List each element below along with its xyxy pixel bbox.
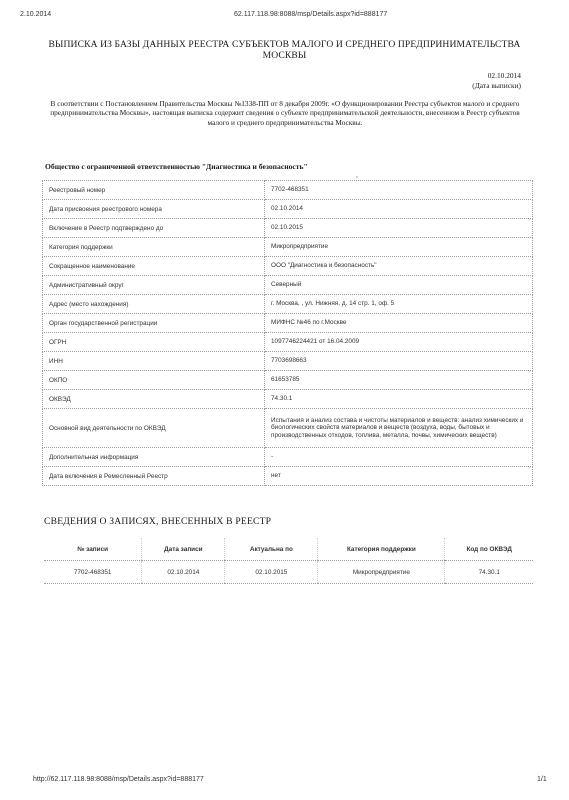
detail-value: 02.10.2014 (265, 200, 533, 219)
column-header: Дата записи (142, 538, 225, 561)
details-row (43, 257, 533, 276)
detail-label: Включение в Реестр подтверждено до (43, 219, 265, 238)
record-category: Микропредприятие (318, 561, 445, 584)
intro-paragraph: В соответствии с Постановлением Правительства Москвы №1338-ПП от 8 декабря 2009г. «О функционировании Реестра субъектов малого и среднего предпринимательства Москвы», настоящая выписка содержит сведения о субъекте предпринимательской деятельности, внесенном в Реестр субъектов малого и среднего предпринимательства Москвы. (50, 99, 520, 127)
detail-value: Испытания и анализ состава и чистоты материалов и веществ: анализ химических и биологических свойств материалов и веществ (воздуха, воды, бытовых и производственных отходов, топлива, металла, почвы, химических веществ) (265, 409, 533, 448)
details-row (43, 409, 533, 448)
detail-value: 61653785 (265, 371, 533, 390)
table-row (44, 561, 533, 584)
column-header: № записи (44, 538, 142, 561)
detail-value: - (265, 448, 533, 467)
detail-label: Дата присвоения реестрового номера (43, 200, 265, 219)
details-row (43, 314, 533, 333)
details-row (43, 371, 533, 390)
detail-label: Адрес (место нахождения) (43, 295, 265, 314)
detail-value: 7702-468351 (265, 181, 533, 200)
extract-date: 02.10.2014 (487, 71, 521, 80)
detail-label: Дата включения в Ремесленный Реестр (43, 467, 265, 486)
document-title: ВЫПИСКА ИЗ БАЗЫ ДАННЫХ РЕЕСТРА СУБЪЕКТОВ МАЛОГО И СРЕДНЕГО ПРЕДПРИНИМАТЕЛЬСТВА МОСКВЫ (48, 39, 521, 61)
detail-value: Северный (265, 276, 533, 295)
organization-name: Общество с ограниченной ответственностью "Диагностика и безопасность" (45, 162, 308, 171)
detail-label: ОГРН (43, 333, 265, 352)
detail-value: 7703698663 (265, 352, 533, 371)
detail-label: Основной вид деятельности по ОКВЭД (43, 409, 265, 448)
records-header-row (44, 538, 533, 561)
print-url: 62.117.118.98:8088/msp/Details.aspx?id=888177 (234, 11, 388, 18)
detail-label: Категория поддержки (43, 238, 265, 257)
detail-value: г. Москва, , ул. Нижняя, д. 14 стр. 1, оф. 5 (265, 295, 533, 314)
detail-value: ООО "Диагностика и безопасность" (265, 257, 533, 276)
detail-label: ОКВЭД (43, 390, 265, 409)
page-number: 1/1 (537, 776, 547, 783)
scan-speck (356, 176, 358, 178)
column-header: Код по ОКВЭД (445, 538, 533, 561)
detail-label: Орган государственной регистрации (43, 314, 265, 333)
details-row (43, 333, 533, 352)
records-section-title: СВЕДЕНИЯ О ЗАПИСЯХ, ВНЕСЕННЫХ В РЕЕСТР (44, 516, 272, 527)
detail-label: Реестровый номер (43, 181, 265, 200)
details-row (43, 238, 533, 257)
details-row (43, 276, 533, 295)
print-date: 2.10.2014 (20, 11, 52, 18)
record-okved: 74.30.1 (445, 561, 533, 584)
detail-label: Дополнительная информация (43, 448, 265, 467)
details-row (43, 295, 533, 314)
detail-value: 74.30.1 (265, 390, 533, 409)
detail-label: Сокращенное наименование (43, 257, 265, 276)
details-row (43, 467, 533, 486)
column-header: Актуальна по (225, 538, 318, 561)
detail-label: ОКПО (43, 371, 265, 390)
footer-url: http://62.117.118.98:8088/msp/Details.aspx?id=888177 (33, 776, 204, 783)
details-row (43, 448, 533, 467)
detail-label: ИНН (43, 352, 265, 371)
detail-value: 1097746224421 от 16.04.2009 (265, 333, 533, 352)
detail-label: Административный округ (43, 276, 265, 295)
record-date: 02.10.2014 (142, 561, 225, 584)
record-valid-until: 02.10.2015 (225, 561, 318, 584)
details-row (43, 181, 533, 200)
detail-value: МИФНС №46 по г.Москве (265, 314, 533, 333)
details-table (42, 180, 533, 486)
detail-value: Микропредприятие (265, 238, 533, 257)
details-row (43, 352, 533, 371)
extract-date-block (472, 71, 521, 91)
extract-date-label: (Дата выписки) (472, 81, 521, 90)
detail-value: 02.10.2015 (265, 219, 533, 238)
column-header: Категория поддержки (318, 538, 445, 561)
record-number: 7702-468351 (44, 561, 142, 584)
details-row (43, 390, 533, 409)
detail-value: нет (265, 467, 533, 486)
details-row (43, 200, 533, 219)
records-table (44, 538, 533, 584)
details-row (43, 219, 533, 238)
